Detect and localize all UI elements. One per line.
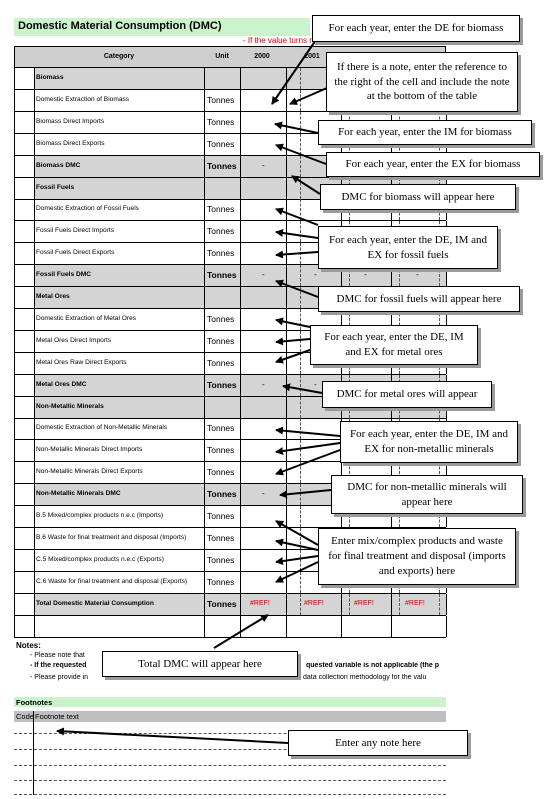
row-unit: Tonnes: [207, 116, 235, 127]
row-label: Non-Metallic Minerals DMC: [36, 490, 121, 498]
arrow: [276, 450, 340, 474]
row-label: C.5 Mixed/complex products n.e.c (Exports): [36, 555, 164, 563]
arrow: [276, 145, 326, 164]
callout-dmc-fossil-fuels: DMC for fossil fuels will appear here: [318, 286, 520, 312]
arrow: [214, 615, 268, 648]
row-unit: Tonnes: [207, 598, 237, 609]
ref-error-value: #REF!: [354, 599, 374, 607]
note-line-3-tail: data collection methodology for the valu: [303, 674, 427, 681]
note-line-2: - If the requested: [30, 662, 87, 669]
dmc-value: -: [364, 270, 367, 280]
row-label: Total Domestic Material Consumption: [36, 599, 154, 607]
dmc-value: -: [416, 270, 419, 280]
row-unit: Tonnes: [207, 270, 237, 281]
row-label: Biomass DMC: [36, 161, 81, 169]
row-unit: Tonnes: [207, 94, 235, 105]
arrow: [276, 252, 318, 255]
row-unit: Tonnes: [207, 226, 235, 237]
row-label: Non-Metallic Minerals: [36, 402, 104, 410]
callout-dmc-non-metallic: DMC for non-metallic minerals will appear here: [331, 475, 523, 514]
row-label: Domestic Extraction of Biomass: [36, 95, 130, 103]
footnotes-title: Footnotes: [16, 698, 53, 707]
row-unit: Tonnes: [207, 248, 235, 259]
row-label: Metal Ores Direct Imports: [36, 336, 112, 344]
arrow: [275, 124, 318, 133]
dmc-value: -: [262, 270, 265, 280]
arrow: [283, 386, 322, 393]
row-unit: Tonnes: [207, 313, 235, 324]
row-unit: Tonnes: [207, 357, 235, 368]
arrow: [57, 731, 288, 743]
arrow: [292, 176, 320, 194]
row-label: Fossil Fuels Direct Exports: [36, 249, 115, 257]
row-unit: Tonnes: [207, 554, 235, 565]
row-label: Fossil Fuels Direct Imports: [36, 227, 115, 235]
note-line-3: - Please provide in: [30, 674, 88, 681]
arrow: [276, 281, 318, 297]
arrow: [276, 443, 340, 452]
footnote-code-header: Code: [16, 712, 34, 721]
dmc-value: -: [262, 489, 265, 499]
dmc-value: -: [262, 379, 265, 389]
row-label: Metal Ores: [36, 293, 70, 300]
red-warning-note: - If the value turns r: [243, 36, 312, 45]
arrow: [276, 430, 340, 436]
row-label: Biomass: [36, 74, 64, 81]
row-label: B.6 Waste for final treatment and disposal (Imports): [36, 533, 187, 541]
row-label: Biomass Direct Exports: [36, 139, 105, 147]
row-label: Domestic Extraction of Metal Ores: [36, 314, 137, 322]
header-unit: Unit: [215, 53, 229, 60]
callout-total-dmc: Total DMC will appear here: [102, 651, 298, 677]
ref-error-value: #REF!: [405, 599, 425, 607]
note-line-1: - Please note that: [30, 652, 85, 659]
note-line-2-tail: quested variable is not applicable (the p: [306, 662, 440, 669]
callout-dmc-biomass: DMC for biomass will appear here: [320, 184, 516, 210]
row-label: Metal Ores Raw Direct Exports: [36, 358, 127, 366]
row-label: Domestic Extraction of Non-Metallic Minerals: [36, 424, 168, 432]
callout-de-biomass: For each year, enter the DE for biomass: [312, 15, 520, 42]
row-unit: Tonnes: [207, 511, 235, 521]
footnote-text-header: Footnote text: [35, 712, 79, 721]
row-label: Non-Metallic Minerals Direct Exports: [36, 468, 143, 476]
row-label: Metal Ores DMC: [36, 380, 87, 388]
dmc-value: -: [314, 379, 317, 389]
row-unit: Tonnes: [207, 335, 235, 346]
callout-non-metallic-minerals: For each year, enter the DE, IM and EX for non-metallic minerals: [340, 421, 518, 463]
dmc-value: -: [262, 160, 265, 170]
arrow: [276, 320, 310, 327]
row-label: C.6 Waste for final treatment and disposal (Exports): [36, 577, 188, 585]
arrow: [290, 88, 327, 104]
sheet-title: Domestic Material Consumption (DMC): [18, 20, 222, 32]
arrow: [276, 209, 318, 225]
callout-dmc-metal-ores: DMC for metal ores will appear: [322, 381, 492, 408]
arrow: [276, 339, 310, 342]
row-label: Fossil Fuels: [36, 183, 75, 191]
row-unit: Tonnes: [207, 160, 237, 171]
callout-metal-ores: For each year, enter the DE, IM and EX for metal ores: [310, 325, 478, 365]
arrow: [276, 556, 318, 562]
row-label: Non-Metallic Minerals Direct Imports: [36, 446, 143, 454]
ref-error-value: #REF!: [304, 599, 324, 607]
row-unit: Tonnes: [207, 489, 237, 500]
row-unit: Tonnes: [207, 423, 235, 434]
callout-fossil-fuels: For each year, enter the DE, IM and EX for fossil fuels: [318, 226, 498, 269]
arrow: [276, 350, 310, 362]
callout-note-reference: If there is a note, enter the reference to the right of the cell and include the note at the bottom of the table: [326, 52, 518, 112]
notes-title: Notes:: [16, 641, 41, 650]
dmc-value: -: [314, 270, 317, 280]
callout-ex-biomass: For each year, enter the EX for biomass: [326, 152, 540, 177]
row-unit: Tonnes: [207, 204, 235, 215]
row-label: Fossil Fuels DMC: [36, 271, 91, 279]
row-unit: Tonnes: [207, 467, 235, 478]
callout-im-biomass: For each year, enter the IM for biomass: [318, 120, 532, 145]
row-unit: Tonnes: [207, 138, 235, 149]
row-unit: Tonnes: [207, 532, 235, 543]
row-unit: Tonnes: [207, 445, 235, 456]
row-label: Biomass Direct Imports: [36, 117, 105, 125]
row-label: B.5 Mixed/complex products n.e.c (Imports): [36, 512, 164, 519]
row-label: Domestic Extraction of Fossil Fuels: [36, 205, 139, 213]
header-year-2001: 2001: [304, 53, 320, 60]
arrow: [280, 490, 331, 495]
arrow: [276, 232, 318, 238]
ref-error-value: #REF!: [250, 599, 270, 607]
header-year-2000: 2000: [254, 53, 270, 60]
arrow: [276, 562, 318, 582]
callout-enter-note: Enter any note here: [288, 730, 468, 756]
header-category: Category: [103, 53, 135, 60]
callout-mixed-waste: Enter mix/complex products and waste for final treatment and disposal (imports and exports) here: [318, 528, 516, 585]
row-unit: Tonnes: [207, 576, 235, 587]
row-unit: Tonnes: [207, 379, 237, 390]
